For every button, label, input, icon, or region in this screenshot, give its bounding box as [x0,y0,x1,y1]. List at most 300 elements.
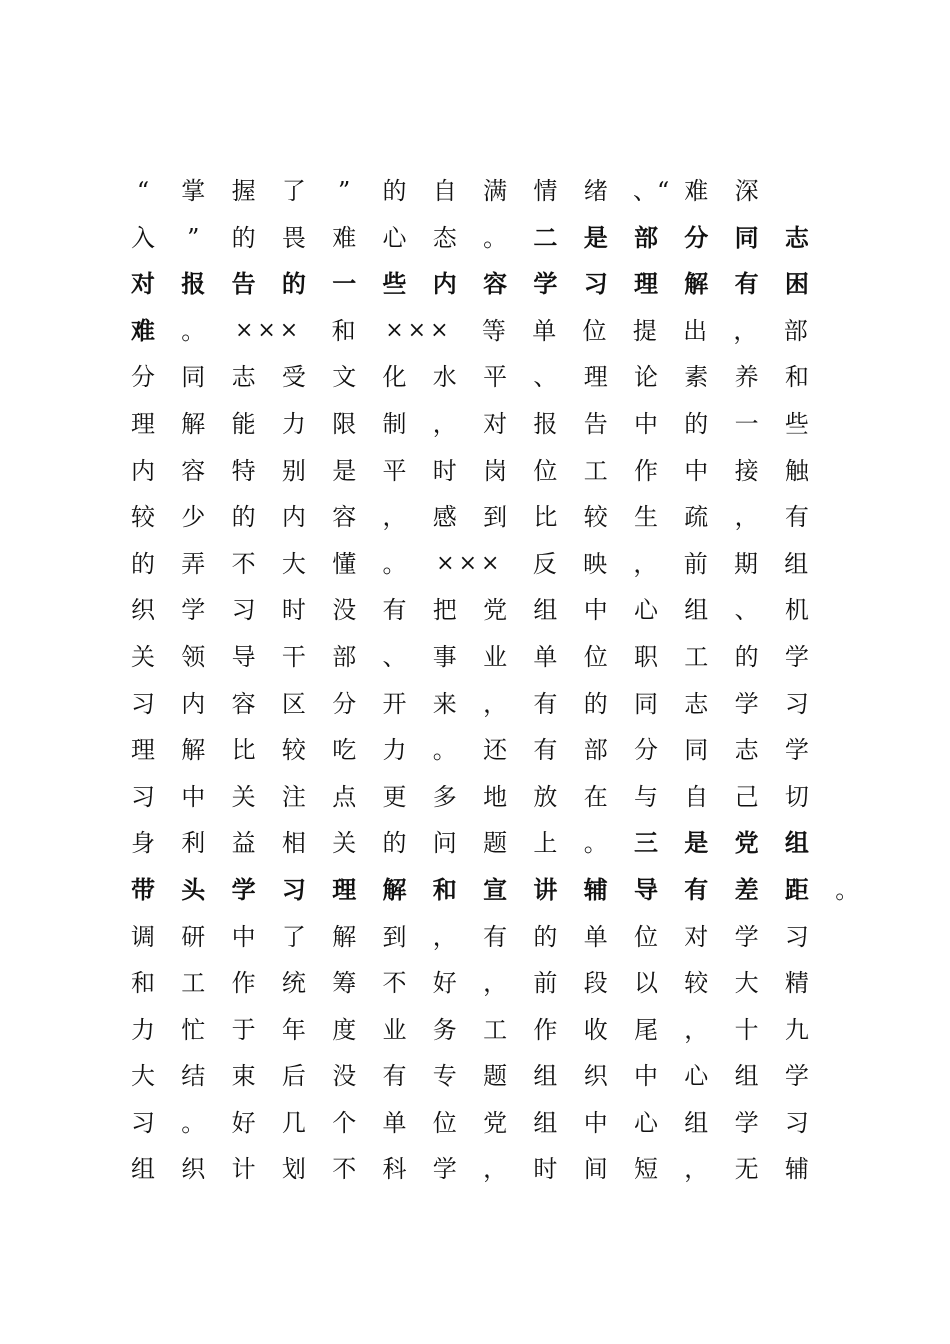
text-line [130,215,850,262]
bold-glyph: 宣 [483,874,508,904]
glyph: 。 [382,549,407,578]
bold-glyph: 分 [684,222,709,252]
glyph: ， [684,1015,709,1044]
glyph: 习 [231,596,256,625]
glyph: 作 [634,456,658,485]
glyph: 切 [784,782,809,811]
glyph: 化 [382,363,407,392]
glyph: 有 [533,689,558,718]
bold-glyph: 理 [634,269,658,299]
glyph: 关 [131,642,155,671]
glyph: 大 [281,549,306,578]
glyph: 以 [634,969,658,998]
bold-glyph: 理 [332,874,357,904]
text-line [130,914,850,961]
glyph: 分 [131,363,155,392]
glyph: ××× [234,317,303,343]
glyph: ， [733,316,758,345]
glyph: 吃 [332,736,357,765]
glyph: 计 [231,1155,256,1184]
glyph: 报 [533,409,558,438]
glyph: 组 [131,1155,155,1184]
glyph: 大 [734,969,759,998]
glyph: 科 [382,1155,407,1184]
glyph: 一 [734,409,759,438]
glyph: 和 [131,969,155,998]
glyph: 部 [332,642,357,671]
glyph: 织 [181,1155,206,1184]
glyph: 、“ [633,177,670,205]
glyph: 辅 [784,1155,809,1184]
glyph: 。 [432,736,457,765]
glyph: 部 [583,736,608,765]
glyph: 机 [784,596,809,625]
text-line [130,448,850,495]
text-line [130,727,850,774]
glyph: 部 [783,316,808,345]
glyph: 解 [332,922,357,951]
glyph: 组 [533,1062,558,1091]
glyph: 研 [181,922,206,951]
glyph: 较 [684,969,709,998]
glyph: 接 [734,456,759,485]
glyph: 的 [382,177,407,205]
glyph: 好 [432,969,457,998]
glyph: 入 [131,223,155,252]
glyph: 对 [684,922,709,951]
glyph: 调 [131,922,155,951]
glyph: 事 [432,642,457,671]
glyph: 到 [382,922,407,951]
glyph: 干 [281,642,306,671]
glyph: 学 [734,689,759,718]
glyph: 习 [784,689,809,718]
text-line [130,634,850,681]
glyph: 度 [332,1015,357,1044]
glyph: 的 [231,223,256,252]
glyph: 制 [382,409,407,438]
glyph: 组 [533,1108,558,1137]
bold-glyph: 报 [181,269,206,299]
glyph: 水 [432,363,457,392]
text-line [130,494,850,541]
glyph: 力 [382,736,407,765]
bold-glyph: 是 [684,828,709,858]
glyph: 反 [532,549,557,578]
bold-glyph: 容 [483,269,508,299]
glyph: ××× [385,317,453,343]
bold-glyph: 和 [432,874,457,904]
glyph: ， [432,409,457,438]
glyph: 情 [533,177,558,205]
glyph: 习 [131,1108,155,1137]
glyph: 解 [181,409,206,438]
glyph: 学 [181,596,206,625]
bold-glyph: 有 [684,874,709,904]
glyph: 筹 [332,969,357,998]
glyph: 关 [231,782,256,811]
glyph: 的 [382,829,407,858]
glyph: 题 [483,829,508,858]
text-line [130,681,850,728]
glyph: 中 [181,782,206,811]
glyph: 业 [382,1015,407,1044]
glyph: 是 [332,456,357,485]
glyph: 难 [332,223,357,252]
glyph: 理 [131,409,155,438]
glyph: 志 [734,736,759,765]
glyph: 满 [483,177,508,205]
glyph: 注 [281,782,306,811]
text-line [130,1053,850,1100]
glyph: 间 [583,1155,608,1184]
glyph: 疏 [684,503,709,532]
glyph: 心 [684,1062,709,1091]
glyph: 出 [683,316,708,345]
bold-glyph: 导 [634,874,658,904]
glyph: ， [483,969,508,998]
glyph: 。 [181,316,206,345]
glyph: 年 [281,1015,306,1044]
glyph: 前 [683,549,708,578]
glyph: ， [633,549,658,578]
bold-glyph: 头 [181,874,206,904]
glyph: 关 [332,829,357,858]
glyph: 习 [131,782,155,811]
glyph: 个 [332,1108,357,1137]
bold-glyph: 一 [332,269,357,299]
glyph: 了 [281,922,306,951]
glyph: 较 [583,503,608,532]
glyph: 的 [533,922,558,951]
glyph: 受 [281,363,306,392]
glyph: 中 [634,1062,658,1091]
glyph: 容 [181,456,206,485]
glyph: 务 [432,1015,457,1044]
glyph: 单 [382,1108,407,1137]
glyph: 同 [684,736,709,765]
bold-glyph: 对 [131,269,155,299]
glyph: 没 [332,1062,357,1091]
glyph: 映 [583,549,608,578]
glyph: 十 [734,1015,759,1044]
bold-glyph: 是 [583,222,608,252]
glyph: 的 [684,409,709,438]
glyph: 单 [532,316,557,345]
glyph: 组 [784,549,809,578]
glyph: 有 [382,1062,407,1091]
glyph: 工 [684,642,709,671]
glyph: ， [432,922,457,951]
glyph: 掌 [181,177,206,205]
glyph: 心 [382,223,407,252]
glyph: 特 [231,456,256,485]
glyph: 的 [583,689,608,718]
bold-glyph: 组 [784,828,809,858]
glyph: 和 [331,316,356,345]
glyph: 身 [131,829,155,858]
bold-glyph: 三 [634,828,658,858]
bold-glyph: 同 [734,222,759,252]
glyph: 心 [634,1108,658,1137]
glyph: 还 [483,736,508,765]
glyph: 多 [432,782,457,811]
glyph: 前 [533,969,558,998]
glyph: 位 [533,456,558,485]
glyph: ” [338,177,351,205]
glyph: 统 [281,969,306,998]
glyph: ， [382,503,407,532]
glyph: 段 [583,969,608,998]
bold-glyph: 习 [583,269,608,299]
glyph: 利 [181,829,206,858]
glyph: 学 [734,922,759,951]
bold-glyph: 党 [734,828,759,858]
bold-glyph: 二 [533,222,558,252]
glyph: 畏 [281,223,306,252]
glyph: 分 [634,736,658,765]
glyph: 中 [583,596,608,625]
glyph: 区 [281,689,306,718]
glyph: 志 [231,363,256,392]
text-line [130,168,850,215]
glyph: 党 [483,596,508,625]
glyph: 组 [684,1108,709,1137]
text-line [130,867,860,914]
glyph: 工 [483,1015,508,1044]
glyph: 比 [533,503,558,532]
glyph: 地 [483,782,508,811]
glyph: 限 [332,409,357,438]
glyph: 平 [382,456,407,485]
glyph: 习 [131,689,155,718]
glyph: 上 [533,829,558,858]
glyph: 学 [784,642,809,671]
glyph: ， [483,1155,508,1184]
glyph: 力 [281,409,306,438]
glyph: 在 [583,782,608,811]
glyph: 对 [483,409,508,438]
glyph: 九 [784,1015,809,1044]
glyph: 、 [734,596,759,625]
glyph: 党 [483,1108,508,1137]
glyph: 开 [382,689,407,718]
glyph: 较 [281,736,306,765]
glyph: 容 [231,689,256,718]
glyph: 己 [734,782,759,811]
glyph: 益 [231,829,256,858]
text-line [130,1146,850,1193]
glyph: 了 [281,177,306,205]
body-text [130,168,860,1193]
text-line [130,1100,850,1147]
glyph: ××× [436,550,504,576]
text-line [130,261,850,308]
glyph: 点 [332,782,357,811]
glyph: 内 [131,456,155,485]
glyph: ， [483,689,508,718]
glyph: 和 [784,363,809,392]
bold-glyph: 解 [382,874,407,904]
glyph: 触 [784,456,809,485]
text-line [130,308,850,355]
bold-glyph: 习 [281,874,306,904]
glyph: 于 [231,1015,256,1044]
glyph: 的 [231,503,256,532]
glyph: 织 [131,596,155,625]
glyph: 绪 [583,177,608,205]
glyph: 深 [734,177,759,205]
bold-glyph: 距 [784,874,809,904]
glyph: 没 [332,596,357,625]
glyph: 结 [181,1062,206,1091]
glyph: 志 [684,689,709,718]
glyph: 平 [483,363,508,392]
bold-glyph: 学 [231,874,256,904]
glyph: 时 [533,1155,558,1184]
glyph: 同 [634,689,658,718]
glyph: 自 [684,782,709,811]
glyph: 的 [734,642,759,671]
glyph: 来 [432,689,457,718]
glyph: ” [187,223,200,252]
bold-glyph: 部 [634,222,658,252]
glyph: 有 [533,736,558,765]
glyph: 能 [231,409,256,438]
glyph: 习 [784,1108,809,1137]
glyph: 。 [835,875,860,904]
glyph: 握 [231,177,256,205]
bold-glyph: 差 [734,874,759,904]
glyph: 位 [634,922,658,951]
glyph: 。 [483,223,508,252]
text-line [130,587,850,634]
glyph: 有 [382,596,407,625]
glyph: 问 [432,829,457,858]
text-line [130,960,850,1007]
glyph: 相 [281,829,306,858]
glyph: 时 [281,596,306,625]
glyph: 作 [533,1015,558,1044]
text-line [130,401,850,448]
glyph: 单 [533,642,558,671]
glyph: 理 [131,736,155,765]
glyph: ， [684,1155,709,1184]
glyph: 。 [181,1108,206,1137]
glyph: 大 [131,1062,155,1091]
glyph: 内 [181,689,206,718]
glyph: 无 [734,1155,759,1184]
glyph: 论 [634,363,658,392]
glyph: 单 [583,922,608,951]
glyph: 组 [734,1062,759,1091]
glyph: 别 [281,456,306,485]
glyph: 几 [281,1108,306,1137]
glyph: 题 [483,1062,508,1091]
bold-glyph: 志 [784,222,809,252]
glyph: 些 [784,409,809,438]
glyph: 岗 [483,456,508,485]
glyph: 中 [684,456,709,485]
glyph: 时 [432,456,457,485]
glyph: 不 [332,1155,357,1184]
glyph: 导 [231,642,256,671]
text-line [130,354,850,401]
glyph: 位 [582,316,607,345]
glyph: 分 [332,689,357,718]
glyph: 中 [231,922,256,951]
bold-glyph: 带 [131,874,155,904]
glyph: 生 [634,503,658,532]
glyph: 位 [432,1108,457,1137]
bold-glyph: 困 [784,269,809,299]
glyph: 等 [481,316,506,345]
glyph: 划 [281,1155,306,1184]
glyph: 素 [684,363,709,392]
glyph: 力 [131,1015,155,1044]
glyph: 后 [281,1062,306,1091]
glyph: 忙 [181,1015,206,1044]
glyph: 织 [583,1062,608,1091]
bold-glyph: 内 [432,269,457,299]
glyph: 解 [181,736,206,765]
glyph: 尾 [634,1015,658,1044]
glyph: 有 [483,922,508,951]
glyph: 心 [634,596,658,625]
text-line [130,820,850,867]
glyph: 文 [332,363,357,392]
glyph: 学 [432,1155,457,1184]
glyph: 组 [684,596,709,625]
glyph: 位 [583,642,608,671]
glyph: 工 [181,969,206,998]
glyph: 期 [734,549,758,578]
glyph: 、 [382,642,407,671]
glyph: 束 [231,1062,256,1091]
glyph: 业 [483,642,508,671]
glyph: 内 [281,503,306,532]
glyph: 专 [432,1062,457,1091]
glyph: 理 [583,363,608,392]
bold-glyph: 辅 [583,874,608,904]
glyph: 同 [181,363,206,392]
text-line [130,541,850,588]
glyph: 收 [583,1015,608,1044]
bold-glyph: 些 [382,269,407,299]
glyph: 放 [533,782,558,811]
glyph: 懂 [332,549,357,578]
glyph: 养 [734,363,759,392]
text-line [130,1007,850,1054]
glyph: 更 [382,782,407,811]
glyph: 比 [231,736,256,765]
bold-glyph: 讲 [533,874,558,904]
glyph: 较 [131,503,155,532]
glyph: 中 [583,1108,608,1137]
glyph: 态 [432,223,457,252]
glyph: 弄 [181,549,206,578]
glyph: 短 [634,1155,658,1184]
glyph: 告 [583,409,608,438]
bold-glyph: 有 [734,269,759,299]
glyph: 学 [734,1108,759,1137]
glyph: 的 [131,549,155,578]
glyph: 中 [634,409,658,438]
bold-glyph: 学 [533,269,558,299]
glyph: 领 [181,642,206,671]
glyph: 。 [583,829,608,858]
glyph: 到 [483,503,508,532]
